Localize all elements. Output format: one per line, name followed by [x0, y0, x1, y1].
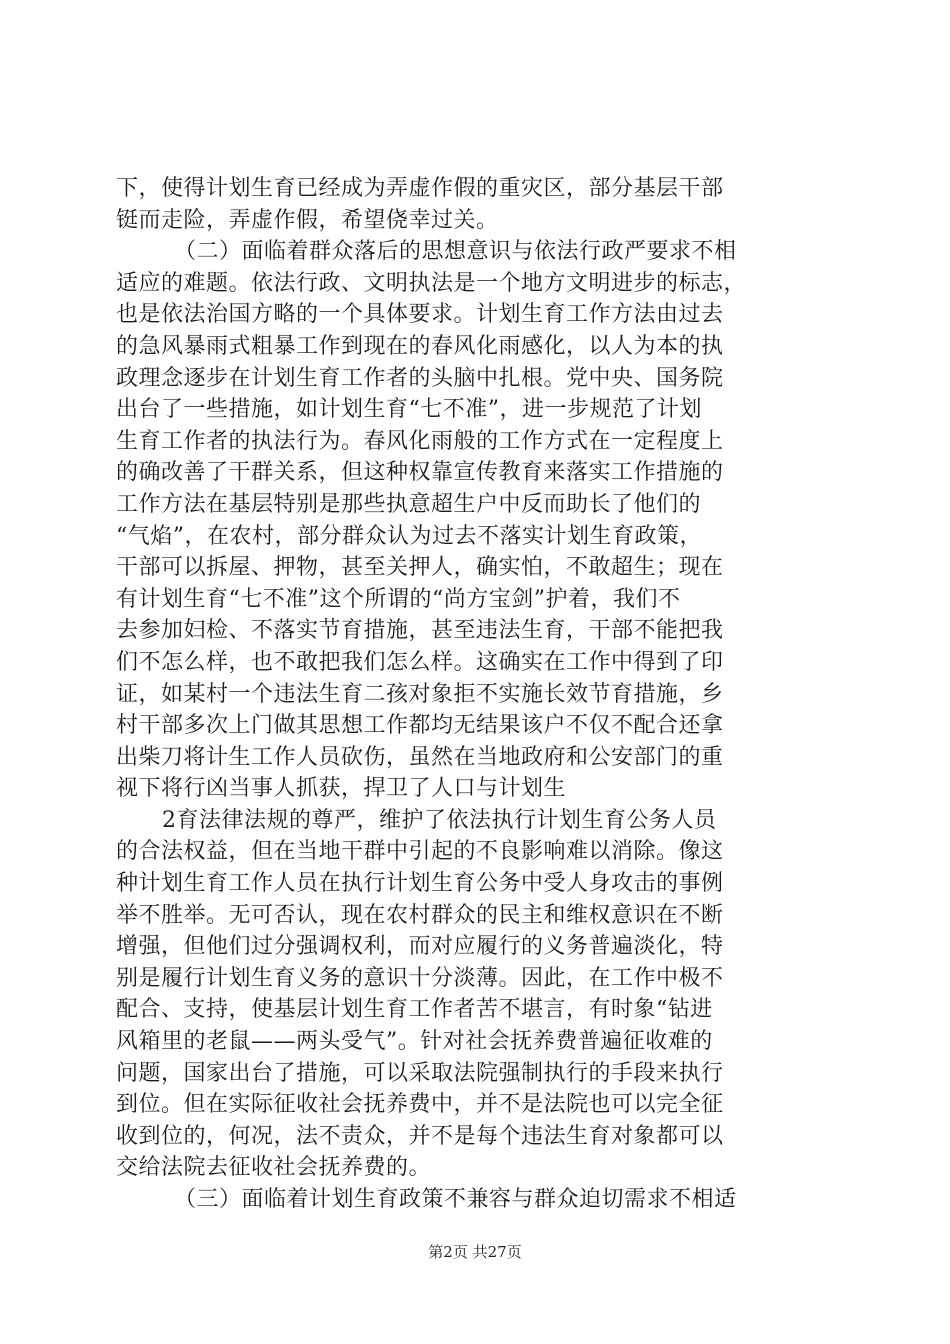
- text-line: 有计划生育“七不准”这个所谓的“尚方宝剑”护着，我们不: [116, 586, 681, 612]
- document-body: [116, 173, 836, 1216]
- text-line: 生育工作者的执法行为。春风化雨般的工作方式在一定程度上: [116, 428, 724, 454]
- text-line: 收到位的，何况，法不责众，并不是每个违法生育对象都可以: [116, 1123, 724, 1149]
- text-line: 去参加妇检、不落实节育措施，甚至违法生育，干部不能把我: [116, 618, 724, 644]
- text-line: 铤而走险，弄虚作假，希望侥幸过关。: [116, 207, 499, 233]
- text-line: 交给法院去征收社会抚养费的。: [116, 1155, 432, 1181]
- text-line: 出柴刀将计生工作人员砍伤，虽然在当地政府和公安部门的重: [116, 744, 724, 770]
- text-line: 风箱里的老鼠——两头受气”。针对社会抚养费普遍征收难的: [116, 1029, 713, 1055]
- text-line: 的合法权益，但在当地干群中引起的不良影响难以消除。像这: [116, 839, 724, 865]
- section-heading-line: （三）面临着计划生育政策不兼容与群众迫切需求不相适: [174, 1187, 737, 1212]
- text-line: 政理念逐步在计划生育工作者的头脑中扎根。党中央、国务院: [116, 365, 724, 391]
- text-line: 问题，国家出台了措施，可以采取法院强制执行的手段来执行: [116, 1060, 724, 1086]
- text-line: 的确改善了干群关系，但这种权靠宣传教育来落实工作措施的: [116, 460, 724, 486]
- text-line: 也是依法治国方略的一个具体要求。计划生育工作方法由过去: [116, 302, 724, 328]
- text-line: 干部可以拆屋、押物，甚至关押人，确实怕，不敢超生；现在: [116, 555, 724, 581]
- text-line: “气焰”，在农村，部分群众认为过去不落实计划生育政策，: [116, 523, 702, 549]
- text-line: 视下将行凶当事人抓获，捍卫了人口与计划生: [116, 776, 567, 802]
- text-line: 2育法律法规的尊严，维护了依法执行计划生育公务人员: [162, 807, 717, 833]
- text-line: 到位。但在实际征收社会抚养费中，并不是法院也可以完全征: [116, 1092, 724, 1118]
- text-line: 别是履行计划生育义务的意识十分淡薄。因此，在工作中极不: [116, 965, 724, 991]
- section-heading-line: （二）面临着群众落后的思想意识与依法行政严要求不相: [174, 239, 737, 265]
- page-number-footer: 第2页 共27页: [428, 1243, 522, 1261]
- text-line: 举不胜举。无可否认，现在农村群众的民主和维权意识在不断: [116, 902, 724, 928]
- text-line: 下，使得计划生育已经成为弄虚作假的重灾区，部分基层干部: [116, 176, 724, 201]
- text-line: 证，如某村一个违法生育二孩对象拒不实施长效节育措施，乡: [116, 681, 724, 707]
- text-line: 们不怎么样，也不敢把我们怎么样。这确实在工作中得到了印: [116, 649, 724, 675]
- text-line: 适应的难题。依法行政、文明执法是一个地方文明进步的标志，: [116, 270, 747, 296]
- text-line: 村干部多次上门做其思想工作都均无结果该户不仅不配合还拿: [116, 713, 724, 739]
- text-line: 工作方法在基层特别是那些执意超生户中反而助长了他们的: [116, 491, 702, 517]
- text-line: 的急风暴雨式粗暴工作到现在的春风化雨感化，以人为本的执: [116, 333, 724, 359]
- text-line: 增强，但他们过分强调权利，而对应履行的义务普遍淡化，特: [116, 934, 724, 960]
- text-line: 配合、支持，使基层计划生育工作者苦不堪言，有时象“钻进: [116, 997, 713, 1023]
- text-line: 出台了一些措施，如计划生育“七不准”，进一步规范了计划: [116, 397, 702, 423]
- text-line: 种计划生育工作人员在执行计划生育公务中受人身攻击的事例: [116, 871, 724, 897]
